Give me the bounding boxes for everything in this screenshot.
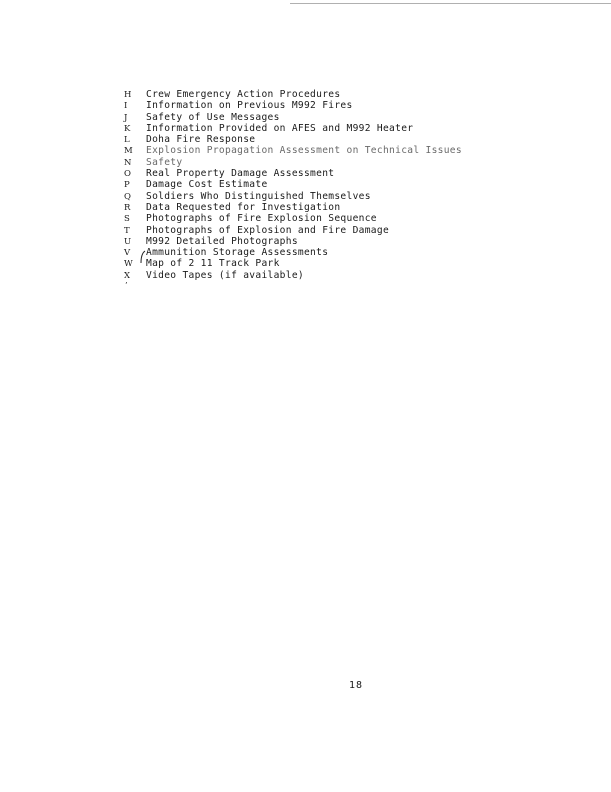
appendix-letter: L — [124, 135, 130, 146]
appendix-letter: X — [124, 270, 131, 281]
appendix-item-w — [124, 258, 462, 269]
appendix-letter: R — [124, 202, 131, 213]
appendix-title: Safety of Use Messages — [146, 111, 280, 123]
appendix-item-v — [124, 247, 462, 258]
appendix-title: Crew Emergency Action Procedures — [146, 89, 341, 100]
handwritten-pen-mark — [139, 250, 147, 264]
appendix-list — [124, 89, 462, 281]
appendix-item-u — [124, 236, 462, 247]
appendix-title: Information Provided on AFES and M992 Heater — [146, 122, 414, 134]
appendix-letter: T — [124, 225, 130, 236]
appendix-title: Real Property Damage Assessment — [146, 168, 335, 180]
appendix-title: Information on Previous M992 Fires — [146, 100, 353, 112]
appendix-item-k — [124, 123, 462, 134]
appendix-item-m — [124, 145, 462, 156]
appendix-letter: M — [124, 146, 134, 157]
appendix-letter: J — [124, 112, 128, 123]
appendix-letter: P — [124, 180, 131, 191]
appendix-letter: N — [124, 157, 132, 168]
appendix-title: Safety — [146, 156, 183, 168]
appendix-title: Photographs of Fire Explosion Sequence — [146, 213, 377, 225]
appendix-title: Video Tapes (if available) — [146, 269, 304, 281]
appendix-title: Soldiers Who Distinguished Themselves — [146, 190, 371, 202]
appendix-item-j — [124, 112, 462, 123]
appendix-item-i — [124, 100, 462, 111]
appendix-title: Damage Cost Estimate — [146, 179, 268, 191]
appendix-item-l — [124, 134, 462, 145]
appendix-item-q — [124, 191, 462, 202]
appendix-item-p — [124, 179, 462, 190]
page-number: 18 — [349, 680, 364, 691]
appendix-letter: H — [124, 90, 132, 100]
appendix-title: Data Requested for Investigation — [146, 201, 341, 213]
top-edge-rule — [290, 3, 611, 4]
appendix-letter: Q — [124, 191, 132, 202]
appendix-letter: U — [124, 236, 132, 247]
appendix-item-x — [124, 270, 462, 281]
appendix-item-r — [124, 202, 462, 213]
appendix-item-n — [124, 157, 462, 168]
appendix-title: Map of 2 11 Track Park — [146, 258, 280, 270]
appendix-item-t — [124, 225, 462, 236]
appendix-title: Doha Fire Response — [146, 134, 256, 146]
stray-mark: ’ — [125, 281, 128, 290]
appendix-title: Ammunition Storage Assessments — [146, 247, 329, 259]
appendix-letter: S — [124, 214, 131, 225]
appendix-item-h — [124, 89, 462, 100]
appendix-letter: W — [124, 259, 134, 270]
appendix-letter: V — [124, 248, 131, 259]
appendix-item-s — [124, 213, 462, 224]
appendix-letter: K — [124, 123, 131, 134]
appendix-item-o — [124, 168, 462, 179]
appendix-title: Explosion Propagation Assessment on Technical Issues — [146, 145, 462, 157]
appendix-title: M992 Detailed Photographs — [146, 235, 298, 247]
appendix-title: Photographs of Explosion and Fire Damage — [146, 224, 390, 236]
appendix-letter: O — [124, 169, 132, 180]
appendix-letter: I — [124, 101, 128, 112]
